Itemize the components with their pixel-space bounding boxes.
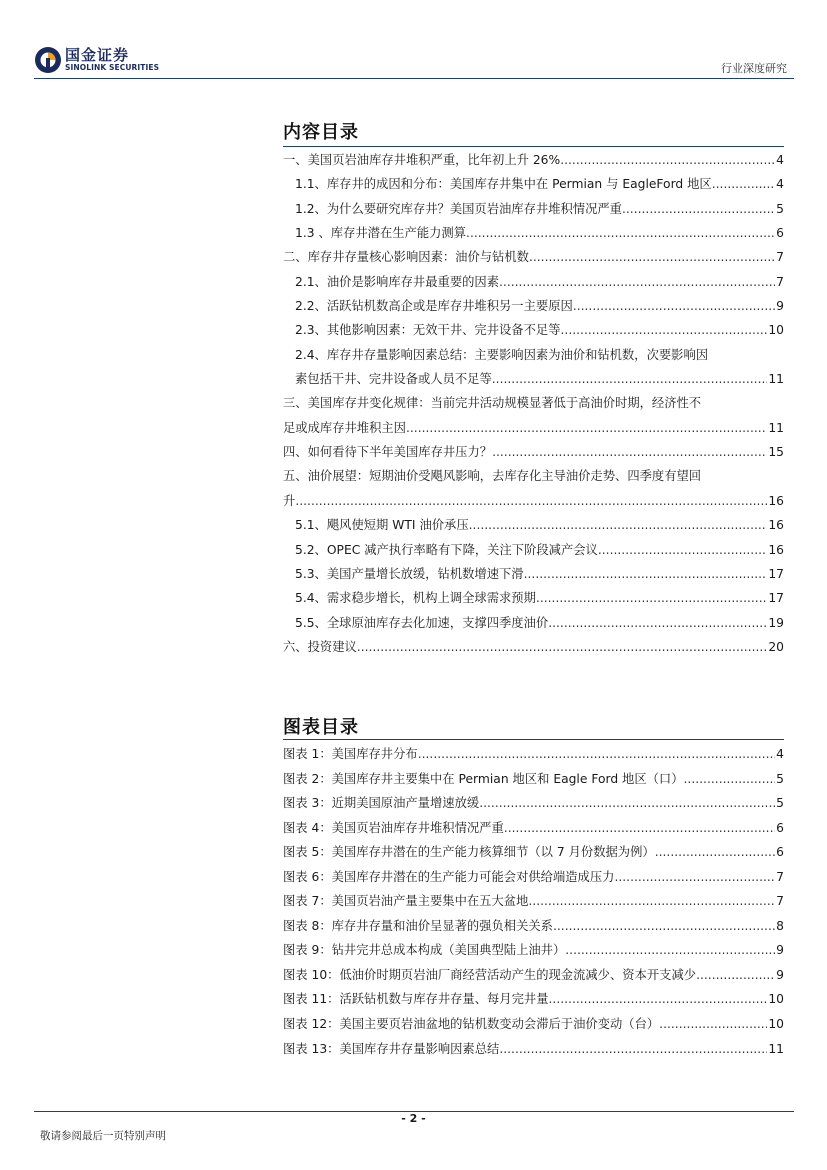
- toc-entry[interactable]: 1.1、库存井的成因和分布：美国库存井集中在 Permian 与 EagleFord 地区 ..... 4: [283, 172, 784, 196]
- page-header: [0, 0, 827, 82]
- figure-entry[interactable]: 图表 4：美国页岩油库存井堆积情况严重 ..... 6: [283, 816, 784, 841]
- toc-entry[interactable]: 2.4、库存井存量影响因素总结：主要影响因素为油价和钻机数，次要影响因: [295, 347, 709, 362]
- table-of-contents: [283, 148, 784, 659]
- figure-entry[interactable]: 图表 1：美国库存井分布 ..... 4: [283, 742, 784, 767]
- figure-entry[interactable]: 图表 11：活跃钻机数与库存井存量、每月完井量 ..... 10: [283, 987, 784, 1012]
- toc-entry[interactable]: 5.2、OPEC 减产执行率略有下降，关注下阶段减产会议 ..... 16: [283, 538, 784, 562]
- toc-entry[interactable]: 5.5、全球原油库存去化加速，支撑四季度油价 ..... 19: [283, 611, 784, 635]
- sinolink-logo-icon: [34, 46, 62, 74]
- toc-entry-continuation[interactable]: 素包括干井、完井设备或人员不足等 ..... 11: [283, 367, 784, 391]
- list-of-figures: [283, 742, 784, 1061]
- toc-entry[interactable]: 5.3、美国产量增长放缓，钻机数增速下滑 ..... 17: [283, 562, 784, 586]
- page-number: - 2 -: [401, 1112, 426, 1125]
- logo-english-name: SINOLINK SECURITIES: [65, 63, 160, 72]
- toc-entry[interactable]: 四、如何看待下半年美国库存井压力？ ..... 15: [283, 440, 784, 464]
- logo-chinese-name: 国金证券: [65, 46, 130, 64]
- toc-entry[interactable]: 2.2、活跃钻机数高企或是库存井堆积另一主要原因 ..... 9: [283, 294, 784, 318]
- header-divider: [34, 78, 794, 79]
- toc-entry[interactable]: 5.1、飓风使短期 WTI 油价承压 ..... 16: [283, 513, 784, 537]
- figure-entry[interactable]: 图表 2：美国库存井主要集中在 Permian 地区和 Eagle Ford 地区（口） ..... 5: [283, 767, 784, 792]
- figures-title: 图表目录: [283, 717, 359, 738]
- figure-entry[interactable]: 图表 10：低油价时期页岩油厂商经营活动产生的现金流减少、资本开支减少 ..... 9: [283, 963, 784, 988]
- figure-entry[interactable]: 图表 7：美国页岩油产量主要集中在五大盆地 ..... 7: [283, 889, 784, 914]
- toc-entry[interactable]: 三、美国库存井变化规律：当前完井活动规模显著低于高油价时期，经济性不: [283, 396, 702, 411]
- toc-entry-continuation[interactable]: 升 ..... 16: [283, 489, 784, 513]
- figure-entry[interactable]: 图表 8：库存井存量和油价呈显著的强负相关关系 ..... 8: [283, 914, 784, 939]
- toc-entry[interactable]: 5.4、需求稳步增长，机构上调全球需求预期 ..... 17: [283, 586, 784, 610]
- toc-entry[interactable]: 六、投资建议 ..... 20: [283, 635, 784, 659]
- figure-entry[interactable]: 图表 9：钻井完井总成本构成（美国典型陆上油井） ..... 9: [283, 938, 784, 963]
- toc-entry[interactable]: 2.3、其他影响因素：无效干井、完井设备不足等 ..... 10: [283, 318, 784, 342]
- figures-title-divider: [283, 739, 784, 740]
- toc-entry[interactable]: 一、美国页岩油库存井堆积严重，比年初上升 26% ..... 4: [283, 148, 784, 172]
- toc-title-divider: [283, 146, 784, 147]
- figure-entry[interactable]: 图表 5：美国库存井潜在的生产能力核算细节（以 7 月份数据为例） ..... 6: [283, 840, 784, 865]
- toc-entry[interactable]: 2.1、油价是影响库存井最重要的因素 ..... 7: [283, 270, 784, 294]
- figure-entry[interactable]: 图表 6：美国库存井潜在的生产能力可能会对供给端造成压力 ..... 7: [283, 865, 784, 890]
- toc-entry[interactable]: 1.2、为什么要研究库存井？美国页岩油库存井堆积情况严重 ..... 5: [283, 197, 784, 221]
- toc-entry[interactable]: 五、油价展望：短期油价受飓风影响，去库存化主导油价走势、四季度有望回: [283, 469, 702, 484]
- report-category: 行业深度研究: [721, 62, 787, 75]
- toc-title: 内容目录: [283, 122, 359, 143]
- company-logo: [34, 46, 174, 80]
- figure-entry[interactable]: 图表 12：美国主要页岩油盆地的钻机数变动会滞后于油价变动（台） ..... 10: [283, 1012, 784, 1037]
- toc-entry[interactable]: 1.3 、库存井潜在生产能力测算 ..... 6: [283, 221, 784, 245]
- toc-entry-continuation[interactable]: 足或成库存井堆积主因 ..... 11: [283, 416, 784, 440]
- figure-entry[interactable]: 图表 3：近期美国原油产量增速放缓 ..... 5: [283, 791, 784, 816]
- disclaimer-note: 敬请参阅最后一页特别声明: [40, 1130, 166, 1142]
- figure-entry[interactable]: 图表 13：美国库存井存量影响因素总结 ..... 11: [283, 1037, 784, 1062]
- toc-entry[interactable]: 二、库存井存量核心影响因素：油价与钻机数 ..... 7: [283, 245, 784, 269]
